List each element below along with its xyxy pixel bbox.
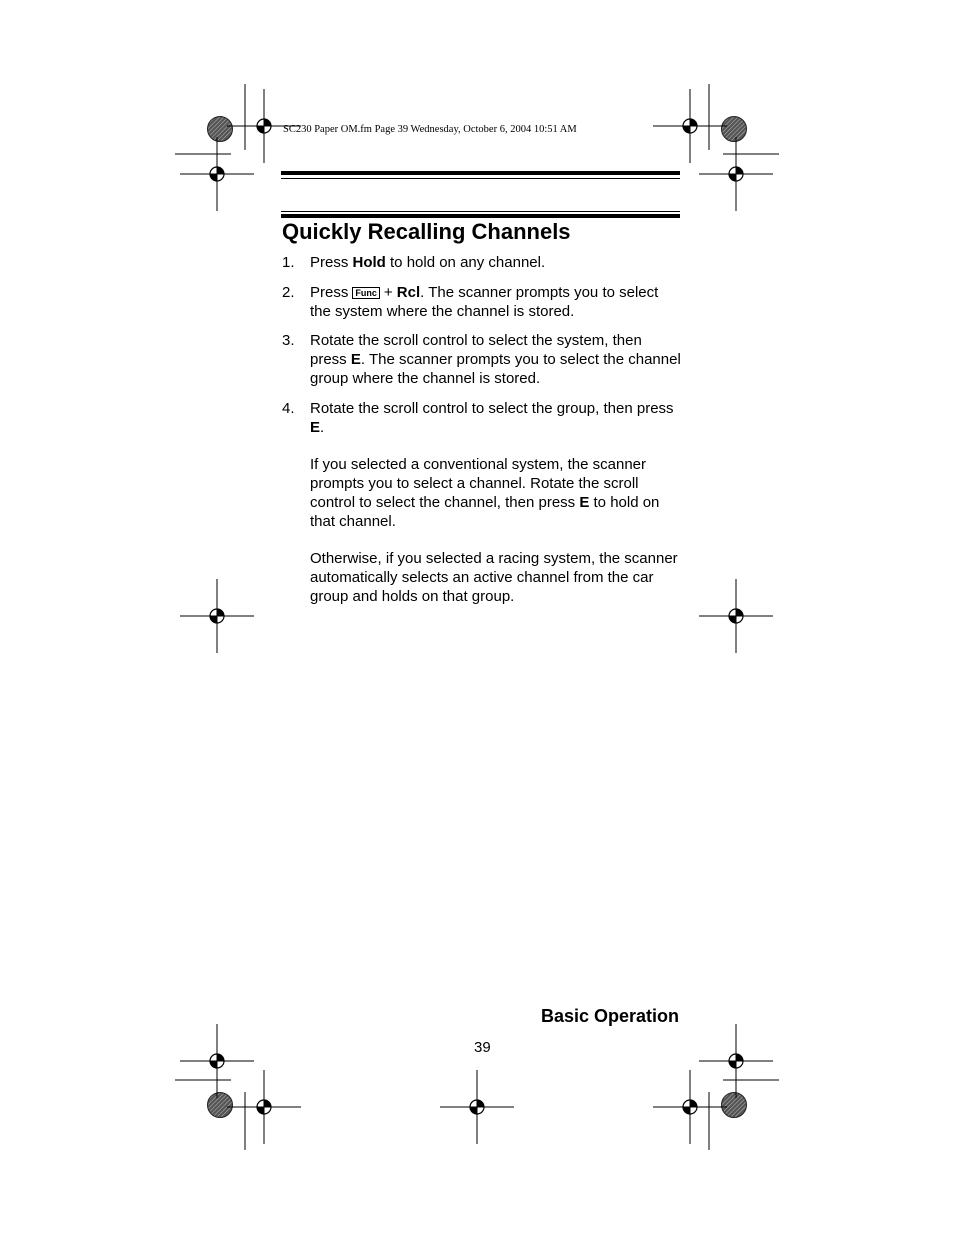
step-text: Press Func + Rcl. The scanner prompts you to select the system where the channel is stored. xyxy=(310,283,659,320)
key-name: E xyxy=(350,351,361,369)
step-text: Rotate the scroll control to select the system, then press E. The scanner prompts you to select the channel group where the channel is stored. xyxy=(310,332,681,387)
print-header: SC230 Paper OM.fm Page 39 Wednesday, October 6, 2004 10:51 AM xyxy=(283,124,577,135)
section-title: Quickly Recalling Channels xyxy=(282,219,571,244)
key-name: Hold xyxy=(352,254,386,271)
list-item xyxy=(282,284,682,322)
header-rule-thick xyxy=(281,171,680,175)
registration-crosshair-icon xyxy=(653,1070,727,1144)
title-rule-thin xyxy=(281,211,680,212)
registration-crosshair-icon xyxy=(699,579,773,653)
step-note-racing: Otherwise, if you selected a racing system, the scanner automatically selects an active channel from the car group and holds on that group. xyxy=(310,550,678,605)
step-number: 2. xyxy=(282,283,295,301)
header-rule-thin xyxy=(281,178,680,179)
registration-crosshair-icon xyxy=(180,1024,254,1098)
step-number: 4. xyxy=(282,399,295,417)
list-item xyxy=(282,254,682,273)
list-item xyxy=(282,400,682,607)
page-number: 39 xyxy=(474,1039,491,1056)
list-item xyxy=(282,332,682,388)
registration-crosshair-icon xyxy=(440,1070,514,1144)
registration-crosshair-icon xyxy=(180,137,254,211)
step-text: Rotate the scroll control to select the group, then press E. xyxy=(310,399,674,436)
title-rule-thick xyxy=(281,214,680,218)
registration-crosshair-icon xyxy=(653,89,727,163)
key-name: E xyxy=(310,418,321,436)
step-number: 1. xyxy=(282,254,295,271)
steps-list xyxy=(282,254,682,618)
registration-disc-icon xyxy=(208,1093,233,1118)
step-note-conventional: If you selected a conventional system, the scanner prompts you to select a channel. Rotate the scroll control to select the channel, then press E to hold on that channel. xyxy=(310,456,660,530)
registration-disc-icon xyxy=(722,117,747,142)
key-name: Rcl xyxy=(396,283,421,301)
registration-crosshair-icon xyxy=(699,137,773,211)
step-number: 3. xyxy=(282,332,295,350)
registration-disc-icon xyxy=(722,1093,747,1118)
registration-disc-icon xyxy=(208,117,233,142)
func-key-icon: Func xyxy=(352,287,380,299)
registration-crosshair-icon xyxy=(180,579,254,653)
step-text: Press Hold to hold on any channel. xyxy=(310,254,546,271)
registration-crosshair-icon xyxy=(699,1024,773,1098)
footer-section-name: Basic Operation xyxy=(540,1006,679,1026)
registration-crosshair-icon xyxy=(227,1070,301,1144)
key-name: E xyxy=(579,493,590,511)
